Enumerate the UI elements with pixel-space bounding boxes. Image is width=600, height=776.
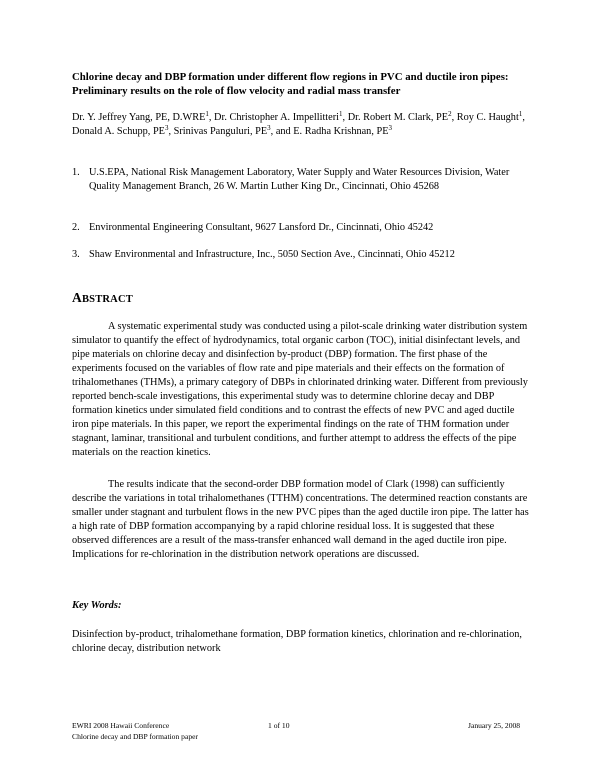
author-name: Dr. Christopher A. Impellitteri <box>214 112 340 123</box>
author-affiliation-mark: 1 <box>518 110 523 118</box>
footer-conference: EWRI 2008 Hawaii Conference <box>72 721 170 730</box>
affiliation-number: 2. <box>72 222 80 233</box>
author-affiliation-mark: 3 <box>388 124 392 132</box>
keywords-text: Disinfection by-product, trihalomethane formation, DBP formation kinetics, chlorination and re-chlorination, chlorine decay, distribution network <box>72 629 522 654</box>
affiliation-text: U.S.EPA, National Risk Management Laboratory, Water Supply and Water Resources Division, Water Quality Management Branch, 26 W. Martin Luther King Dr., Cincinnati, Ohio 45268 <box>89 167 510 192</box>
author-list: Dr. Y. Jeffrey Yang, PE, D.WRE$^1$, Dr. Christopher A. Impellitteri$^1$, Dr. Robert M. Clark, $PE^2$, Roy C. Haught$^1$, Donald A. Schupp, $PE^3$, Srinivas Panguluri, $PE^3$, and E. Radha Krishnan, $PE^3$ <box>72 110 525 137</box>
author-affiliation-mark: 1 <box>205 110 209 118</box>
affiliation-number: 1. <box>72 167 80 178</box>
abstract-heading <box>72 290 133 306</box>
author-name: Dr. Robert M. Clark, PE <box>347 112 449 123</box>
author-affiliation-mark: 2 <box>448 110 452 118</box>
footer-short-title: Chlorine decay and DBP formation paper <box>72 732 199 741</box>
author-affiliation-mark: 3 <box>267 124 271 132</box>
abstract-paragraph-2: The results indicate that the second-order DBP formation model of Clark (1998) can sufficiently describe the variations in total trihalomethanes (TTHM) concentrations. The determined reaction constants are smaller under stagnant and turbulent flows in the new PVC pipes than the aged ductile iron pipe. The latter has a high rate of DBP formation accompanying by a rapid chlorine residual loss. It is suggested that these observed differences are a result of the mass-transfer enhanced wall demand in the aged ductile iron pipe. Implications for re-chlorination in the distribution network operations are discussed. <box>72 479 529 560</box>
abstract-heading-rest: BSTRACT <box>81 294 133 305</box>
footer-date: January 25, 2008 <box>468 721 521 730</box>
affiliation-1 <box>72 166 532 194</box>
author-affiliation-mark: 3 <box>164 124 169 132</box>
affiliation-3 <box>72 248 532 262</box>
author-name: E. Radha Krishnan, PE <box>293 126 389 137</box>
author-name: Donald A. Schupp, PE <box>72 126 165 137</box>
abstract-heading-initial: A <box>72 290 82 305</box>
affiliation-number: 3. <box>72 249 80 260</box>
keywords-heading: Key Words: <box>72 600 122 611</box>
affiliation-text: Shaw Environmental and Infrastructure, Inc., 5050 Section Ave., Cincinnati, Ohio 45212 <box>89 249 455 260</box>
footer-page-number: 1 of 10 <box>268 721 290 730</box>
abstract-paragraph-1: A systematic experimental study was conducted using a pilot-scale drinking water distribution system simulator to quantify the effect of hydrodynamics, total organic carbon (TOC), initial disinfectant levels, and pipe materials on chlorine decay and disinfection by-product (DBP) formation. The first phase of the experiments focused on the variables of flow rate and pipe materials and their effects on the formation of trihalomethanes (THMs), a primary category of DBPs in chlorinated drinking water. Different from previously reported bench-scale investigations, this experimental study was to determine chlorine decay and DBP formation kinetics under simulated field conditions and to contrast the effects of new PVC and aged ductile iron pipe materials. In this paper, we report the experimental findings on the rate of THM formation under stagnant, laminar, transitional and turbulent conditions, and further attempt to address the effects of the pipe materials on the reaction kinetics. <box>72 321 528 458</box>
paper-title: Chlorine decay and DBP formation under different flow regions in PVC and ductile iron pipes: Preliminary results on the role of flow velocity and radial mass transfer <box>72 71 509 97</box>
footer-left <box>72 720 198 742</box>
author-affiliation-mark: 1 <box>339 110 343 118</box>
affiliation-text: Environmental Engineering Consultant, 9627 Lansford Dr., Cincinnati, Ohio 45242 <box>89 222 434 233</box>
author-name: Roy C. Haught <box>456 112 519 123</box>
affiliation-2 <box>72 221 532 235</box>
author-name: Dr. Y. Jeffrey Yang, PE, D.WRE <box>72 112 206 123</box>
author-name: Srinivas Panguluri, PE <box>173 126 268 137</box>
